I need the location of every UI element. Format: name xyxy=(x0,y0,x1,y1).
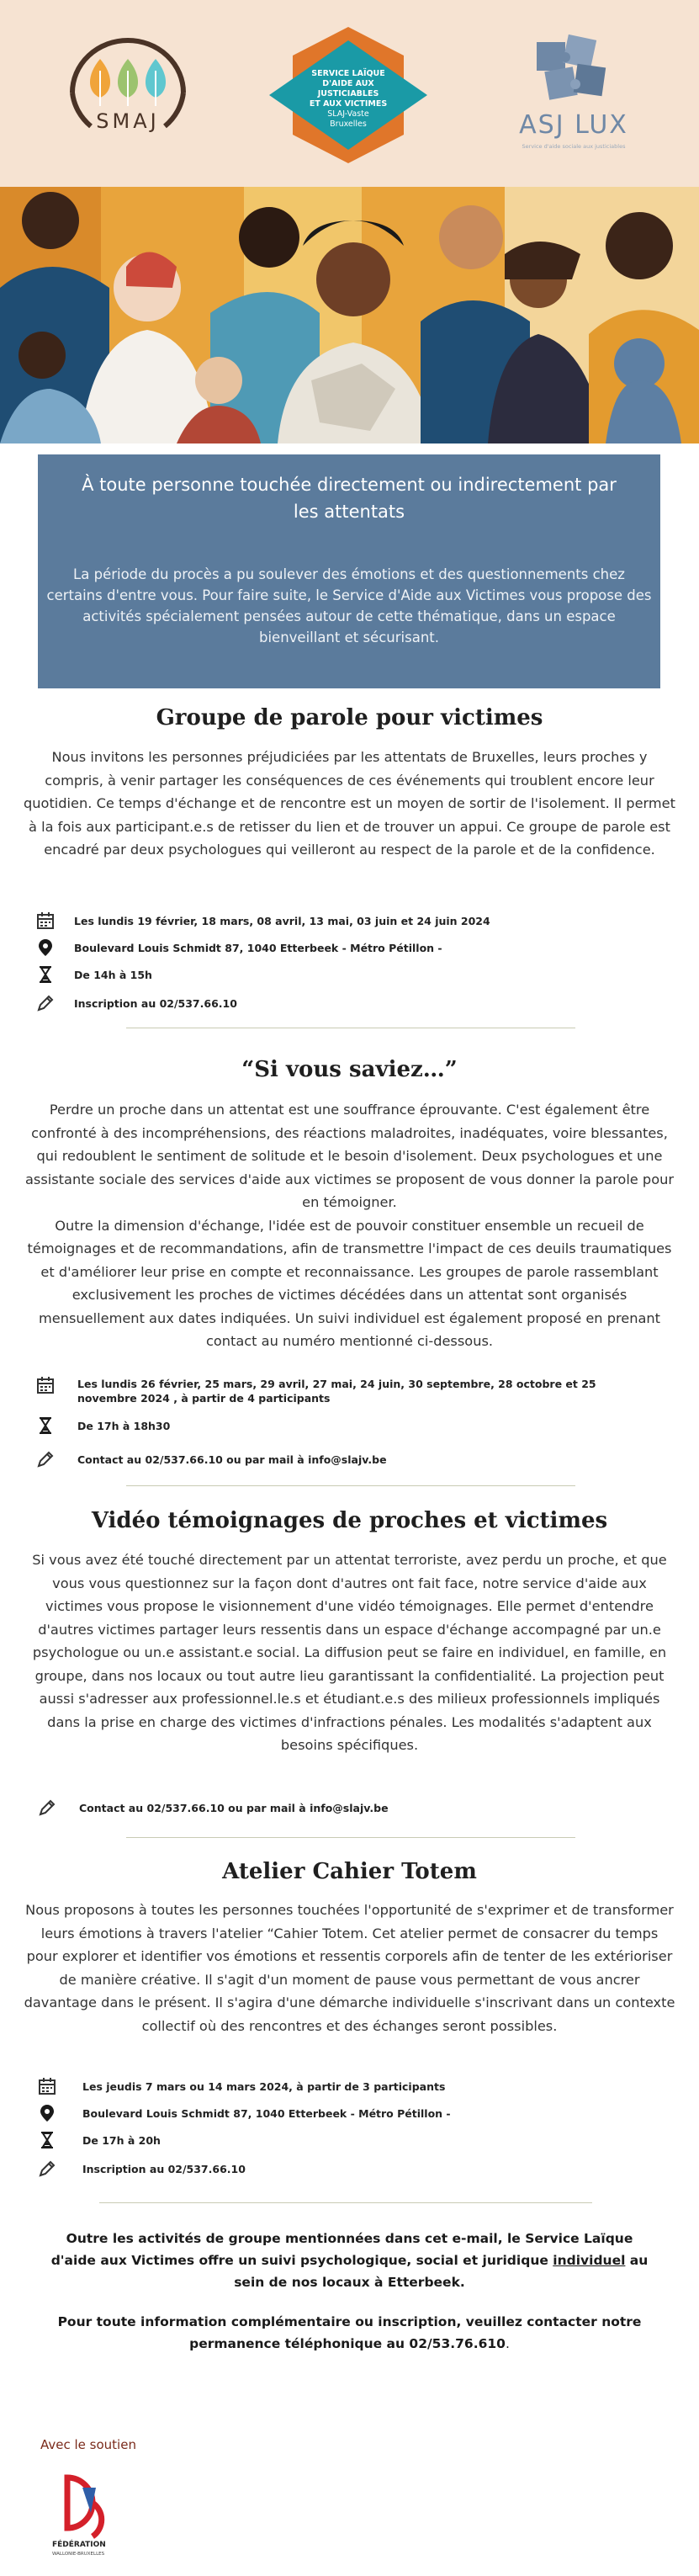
s1-contact: Inscription au 02/537.66.10 xyxy=(74,997,237,1010)
pencil-icon xyxy=(37,1798,57,1818)
section-text-video-temoignages: Si vous avez été touché directement par un attentat terroriste, avez perdu un proche, et que vous vous questionnez sur la façon dont d'autres ont fait face, notre service d'aide aux victimes vous propose le visionnement d'une vidéo témoignages. Elle permet d'entendre d'autres victimes partager leurs ressentis dans un espace d'échange accompagné par un.e psychologue ou un.e assistant.e social. La diffusion peut se faire en individuel, en famille, en groupe, dans nos locaux ou tout autre lieu garantissant la confidentialité. La projection peut aussi s'adresser aux professionnel.le.s et étudiant.e.s des milieux professionnels impliqués dans la prise en charge des victimes d'infractions pénales. Les modalités s'adaptent aux besoins spécifiques. xyxy=(32,1552,667,1753)
slaj-logo-line: JUSTICIABLES xyxy=(317,89,379,98)
section-title-atelier-cahier-totem: Atelier Cahier Totem xyxy=(222,1859,477,1884)
closing-text-start: Outre les activités de groupe mentionnées dans cet e-mail, le Service Laïque d'aide aux Victimes offre un suivi psychologique, social et juridique xyxy=(50,2231,633,2268)
s1-place: Boulevard Louis Schmidt 87, 1040 Etterbeek - Métro Pétillon - xyxy=(74,942,442,954)
intro-text: La période du procès a pu soulever des émotions et des questionnements chez certains d'entre vous. Pour faire suite, le Service d'Aide aux Victimes vous propose des activités spécialement pensées autour de cette thématique, dans un espace bienveillant et sécurisant. xyxy=(46,566,652,645)
slaj-logo-line: D'AIDE AUX xyxy=(322,79,374,88)
intro-title: À toute personne touchée directement ou indirectement par les attentats xyxy=(82,475,617,522)
slaj-logo-line: SLAJ-Vaste xyxy=(327,109,369,119)
location-pin-icon xyxy=(35,937,56,958)
pencil-icon xyxy=(35,993,56,1013)
s2-dates: Les lundis 26 février, 25 mars, 29 avril, 27 mai, 24 juin, 30 septembre, 28 octobre et 25 novembre 2024 , à partir de 4 participants xyxy=(77,1378,596,1405)
closing-contact-info xyxy=(50,2311,649,2355)
section-text-groupe-de-parole: Nous invitons les personnes préjudiciées par les attentats de Bruxelles, leurs proches y compris, à venir partager les conséquences de ces événements qui troublent encore leur quotidien. Ce temps d'échange et de rencontre est un moyen de sortir de l'isolement. Il permet à la fois aux participant.e.s de retisser du lien et de trouver un appui. Ce groupe de parole est encadré par deux psychologues qui veilleront au respect de la parole et de la confidence. xyxy=(24,749,675,858)
smaj-logo xyxy=(61,34,195,143)
s2-contact: Contact au 02/537.66.10 ou par mail à info@slajv.be xyxy=(77,1453,387,1466)
asj-tagline: Service d'aide sociale aux justiciables xyxy=(522,143,626,150)
hourglass-icon xyxy=(37,2130,57,2150)
section-title-groupe-de-parole: Groupe de parole pour victimes xyxy=(156,705,543,730)
closing-text-end: au sein de nos locaux à Etterbeek. xyxy=(234,2253,649,2290)
pencil-icon xyxy=(37,2159,57,2179)
closing-contact-text: Pour toute information complémentaire ou inscription, veuillez contacter notre permanence téléphonique au 02/53.76.610 xyxy=(57,2314,642,2351)
federation-wallonie-bruxelles-logo xyxy=(50,2469,135,2562)
s4-time: De 17h à 20h xyxy=(82,2134,161,2147)
s1-dates: Les lundis 19 février, 18 mars, 08 avril, 13 mai, 03 juin et 24 juin 2024 xyxy=(74,915,490,927)
calendar-icon xyxy=(35,1375,56,1395)
section-text-atelier-cahier-totem: Nous proposons à toutes les personnes touchées l'opportunité de s'exprimer et de transformer leurs émotions à travers l'atelier “Cahier Totem. Cet atelier permet de consacrer du temps pour explorer et identifier vos émotions et ressentis corporels afin de tenter de les extérioriser de manière créative. Il s'agit d'un moment de pause vous permettant de vous ancrer davantage dans le présent. Il s'agira d'une démarche individuelle s'inscrivant dans un contexte collectif où des rencontres et des échanges seront possibles. xyxy=(24,1902,675,2034)
section-text-si-vous-saviez: Perdre un proche dans un attentat est une souffrance éprouvante. C'est également être confronté à des incompréhensions, des réactions maladroites, inadéquates, voire blessantes, qui redoublent le sentiment de solitude et le besoin d'isolement. Deux psychologues et une assistante sociale des services d'aide aux victimes se proposent de vous donner la parole pour en témoigner. Outre la dimension d'échange, l'idée est de pouvoir constituer ensemble un recueil de témoignages et de recommandations, afin de transmettre l'impact de ces deuils traumatiques et d'améliorer leur prise en compte et reconnaissance. Les groupes de parole rassemblant exclusivement les proches de victimes décédées dans un attentat sont organisés mensuellement aux dates indiquées. Un suivi individuel est également proposé en prenant contact au numéro mentionné ci-dessous. xyxy=(24,1102,675,1349)
divider xyxy=(126,1485,575,1486)
section-title-video-temoignages: Vidéo témoignages de proches et victimes xyxy=(91,1508,608,1533)
s2-time: De 17h à 18h30 xyxy=(77,1420,171,1432)
federation-line1: FÉDÉRATION xyxy=(52,2541,106,2549)
slaj-logo-line: SERVICE LAÏQUE xyxy=(311,69,385,78)
federation-line2: WALLONIE-BRUXELLES xyxy=(52,2552,105,2557)
calendar-icon xyxy=(35,911,56,931)
s1-time: De 14h à 15h xyxy=(74,969,152,981)
slaj-logo xyxy=(259,24,437,167)
closing-individual-followup xyxy=(50,2228,649,2293)
s4-contact: Inscription au 02/537.66.10 xyxy=(82,2163,246,2175)
asj-logo-text: ASJ LUX xyxy=(519,110,628,140)
calendar-icon xyxy=(37,2076,57,2096)
closing-contact-period: . xyxy=(505,2336,510,2351)
pencil-icon xyxy=(35,1449,56,1469)
slaj-logo-line: ET AUX VICTIMES xyxy=(309,99,388,109)
divider xyxy=(99,2202,592,2203)
s4-place: Boulevard Louis Schmidt 87, 1040 Etterbeek - Métro Pétillon - xyxy=(82,2107,451,2120)
divider xyxy=(126,1837,575,1838)
section-title-si-vous-saviez: “Si vous saviez…” xyxy=(241,1057,458,1082)
s4-dates: Les jeudis 7 mars ou 14 mars 2024, à partir de 3 participants xyxy=(82,2080,446,2093)
slaj-logo-line: Bruxelles xyxy=(330,120,367,129)
hourglass-icon xyxy=(35,964,56,985)
smaj-logo-text: SMAJ xyxy=(96,109,160,133)
closing-underlined-word: individuel xyxy=(553,2253,626,2268)
support-label: Avec le soutien xyxy=(40,2437,136,2452)
hourglass-icon xyxy=(35,1415,56,1436)
intro-box xyxy=(38,454,660,688)
s3-contact: Contact au 02/537.66.10 ou par mail à info@slajv.be xyxy=(79,1802,389,1814)
hero-illustration xyxy=(0,187,699,443)
location-pin-icon xyxy=(37,2103,57,2123)
asj-lux-logo xyxy=(498,32,649,158)
